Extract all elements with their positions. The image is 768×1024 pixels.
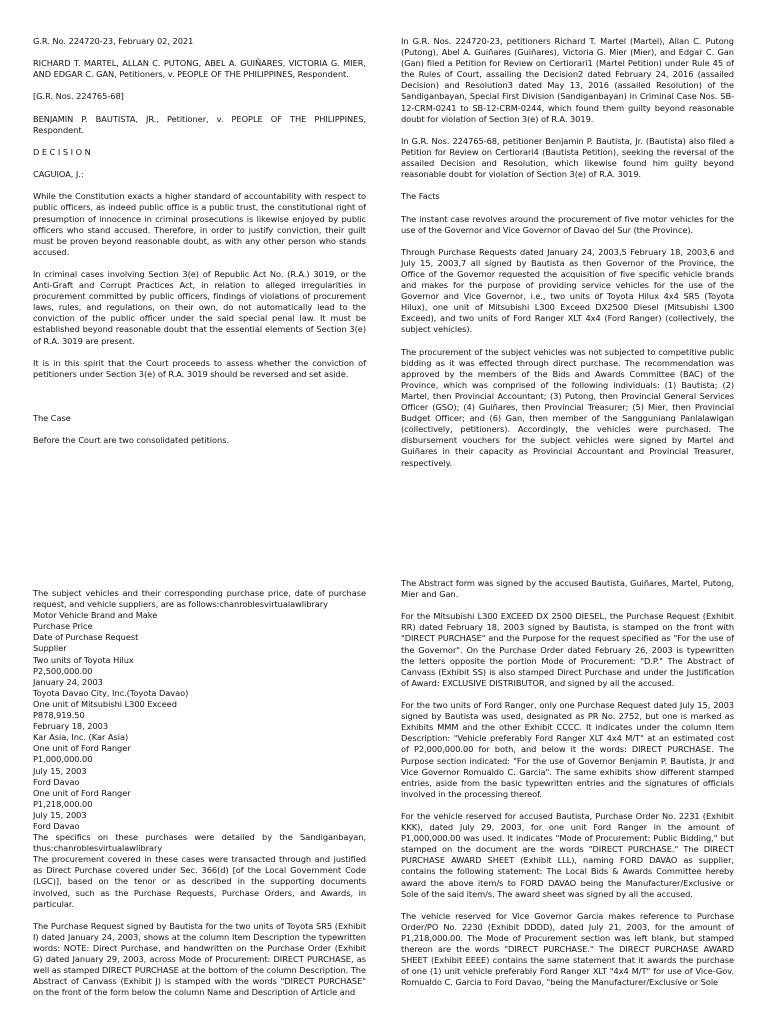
vehicle-table-line: Date of Purchase Request (33, 632, 139, 643)
spacer (33, 391, 366, 413)
vehicle-table-line: P1,000,000.00 (33, 754, 93, 765)
vehicle-table-line: One unit of Ford Ranger (33, 787, 131, 798)
paragraph: In criminal cases involving Section 3(e) of Republic Act No. (R.A.) 3019, or the Anti-Graft and Corrupt Practices Act, in relation to alleged irregularities in procurement committed by public officers, findings of violations of procurement laws, rules, and regulations, on their own, do not automatically lead to the conviction of the public officer under the said special penal law. It must be established beyond reasonable doubt that the essential elements of Section 3(e) of R.A. 3019 are present. (33, 268, 369, 346)
page-top-left-column (33, 36, 369, 457)
paragraph: The procurement of the subject vehicles was not subjected to competitive public bidding as it was effected through direct purchase. The recommendation was approved by the members of the Bids and Awards Committee (BAC) of the Province, which was comprised of the following individuals: (1) Bautista; (2) Martel, then Provincial Accountant; (3) Putong, then Provincial General Services Officer (GSO); (4) Guiñares, then Provincial Treasurer; (5) Mier, then Provincial Budget Officer; and (6) Gan, then member of the Sangguniang Panlalawigan (collectively, petitioners). Accordingly, the vehicles were purchased. The disbursement vouchers for the subject vehicles were signed by Martel and Guiñares in their capacity as Provincial Accountant and Provincial Treasurer, respectively. (401, 346, 737, 468)
paragraph: The instant case revolves around the procurement of five motor vehicles for the use of the Governor and Vice Governor of Davao del Sur (the Province). (401, 213, 737, 235)
vehicle-table-line: January 24, 2003 (33, 676, 103, 687)
paragraph: While the Constitution exacts a higher standard of accountability with respect to public officers, as indeed public office is a public trust, the constitutional right of presumption of innocence in criminal prosecutions is likewise enjoyed by public officers who stand accused. Therefore, in order to justify conviction, their guilt must be proven beyond reasonable doubt, as with any other person who stands accused. (33, 191, 369, 257)
vehicle-table-line: Toyota Davao City, Inc.(Toyota Davao) (33, 687, 189, 698)
vehicle-table-line: P1,218,000.00 (33, 798, 93, 809)
page-bottom-left-column (33, 588, 369, 1010)
section-heading-case: The Case (33, 413, 71, 423)
case-number-line: G.R. No. 224720-23, February 02, 2021 (33, 36, 194, 46)
vehicle-table-line: July 15, 2003 (33, 809, 87, 820)
vehicle-table-line: Motor Vehicle Brand and Make (33, 610, 158, 621)
vehicle-table-line: Purchase Price (33, 621, 93, 632)
paragraph: For the Mitsubishi L300 EXCEED DX 2500 DIESEL, the Purchase Request (Exhibit RR) dated February 18, 2003 signed by Bautista, is stamped on the front with "DIRECT PURCHASE" and the Purpose for the request specified as "For the use of the Governor". On the Purchase Order dated February 26, 2003 is typewritten the letters opposite the portion Mode of Procurement: "D.P." The Abstract of Canvass (Exhibit SS) is also stamped Direct Purchase and under the Justification of Award: EXCLUSIVE DISTRIBUTOR, and signed by all the accused. (401, 611, 737, 688)
vehicle-table-line: P878,919.50 (33, 710, 85, 721)
vehicle-table-line: Two units of Toyota Hilux (33, 654, 134, 665)
document-page-bottom (0, 512, 768, 1024)
paragraph: The Abstract form was signed by the accused Bautista, Guiñares, Martel, Putong, Mier and Gan. (401, 578, 737, 600)
specifics-line: The specifics on these purchases were detailed by the Sandiganbayan, thus:chanroblesvirtualawlibrary (33, 832, 369, 854)
paragraph: Through Purchase Requests dated January 24, 2003,5 February 18, 2003,6 and July 15, 2003,7 all signed by Bautista as then Governor of the Province, the Office of the Governor requested the acquisition of five specific vehicle brands and makes for the purpose of providing service vehicles for the use of the Governor and Vice Governor, i.e., two units of Toyota Hilux 4x4 SR5 (Toyota Hilux), one unit of Mitsubishi L300 Exceed DX2500 Diesel (Mitsubishi L300 Exceed), and two units of Ford Ranger XLT 4x4 (Ford Ranger) (collectively, the subject vehicles). (401, 246, 737, 335)
paragraph: It is in this spirit that the Court proceeds to assess whether the conviction of petitioners under Section 3(e) of R.A. 3019 should be reversed and set aside. (33, 357, 369, 379)
ponente-line: CAGUIOA, J.: (33, 169, 84, 180)
paragraph: Before the Court are two consolidated petitions. (33, 435, 230, 446)
vehicle-table-line: One unit of Ford Ranger (33, 743, 131, 754)
vehicle-table-line: Kar Asia, Inc. (Kar Asia) (33, 732, 129, 743)
vehicle-table-line: One unit of Mitsubishi L300 Exceed (33, 698, 177, 709)
vehicle-table-line: July 15, 2003 (33, 765, 87, 776)
case-number-2: [G.R. Nos. 224765-68] (33, 91, 124, 102)
vehicle-table-line: February 18, 2003 (33, 721, 109, 732)
vehicle-table (33, 610, 366, 832)
case-parties-2: BENJAMIN P. BAUTISTA, JR., Petitioner, v. PEOPLE OF THE PHILIPPINES, Respondent. (33, 113, 369, 135)
paragraph: In G.R. Nos. 224720-23, petitioners Richard T. Martel (Martel), Allan C. Putong (Putong), Abel A. Guiñares (Guiñares), Victoria G. Mier (Mier), and Edgar C. Gan (Gan) filed a Petition for Review on Certiorari1 (Martel Petition) under Rule 45 of the Rules of Court, assailing the Decision2 dated February 24, 2016 (assailed Decision) and Resolution3 dated May 13, 2016 (assailed Resolution) of the Sandiganbayan, Special First Division (Sandiganbayan) in Criminal Case Nos. SB-12-CRM-0241 to SB-12-CRM-0244, which found them guilty beyond reasonable doubt for violation of Section 3(e) of R.A. 3019. (401, 36, 737, 124)
vehicle-table-line: Ford Davao (33, 776, 80, 787)
paragraph: For the two units of Ford Ranger, only one Purchase Request dated July 15, 2003 signed by Bautista was used, designated as PR No. 2752, but one is marked as Exhibits MMM and the other Exhibit CCCC. It indicates under the column Item Description: "Vehicle preferably Ford Ranger XLT 4x4 M/T" at an estimated cost of P2,000,000.00 for both, and below it the words: DIRECT PURCHASE. The Purpose section indicated: "For the use of Governor Benjamin P. Bautista, Jr and Vice Governor Romualdo C. Garcia". The same exhibits show different stamped entries, aside from the basic typewritten entries and the signatures of officials involved in the processing thereof. (401, 700, 737, 799)
vehicle-table-line: Supplier (33, 643, 67, 654)
section-heading-facts: The Facts (401, 191, 440, 202)
paragraph: For the vehicle reserved for accused Bautista, Purchase Order No. 2231 (Exhibit KKK), dated July 29, 2003, for one unit Ford Ranger in the amount of P1,000,000.00 was used. It indicates "Mode of Procurement: Public Bidding," but stamped on the document are the words "DIRECT PURCHASE." The DIRECT PURCHASE AWARD SHEET (Exhibit LLL), naming FORD DAVAO as supplier, contains the following statement: The Local Bids & Awards Committee hereby award the above item/s to FORD DAVAO being the Manufacturer/Exclusive or Sole of the said item/s. The award sheet was signed by all the accused. (401, 810, 737, 899)
vehicle-table-line: Ford Davao (33, 820, 80, 831)
vehicle-table-line: P2,500,000.00 (33, 665, 93, 676)
page-top-right-column (401, 36, 737, 480)
paragraph: The procurement covered in these cases were transacted through and justified as Direct Purchase covered under Sec. 366(d) [of the Local Government Code (LGC)], based on the tenor or as described in the supporting documents involved, such as the Purchase Requests, Purchase Orders, and Awards, in particular. (33, 854, 369, 909)
vehicles-intro: The subject vehicles and their corresponding purchase price, date of purchase request, and vehicle suppliers, are as follows:chanroblesvirtualawlibrary (33, 588, 369, 610)
page-bottom-right-column (401, 578, 737, 1000)
paragraph: The vehicle reserved for Vice Governor Garcia makes reference to Purchase Order/PO No. 2230 (Exhibit DDDD), dated July 21, 2003, for the amount of P1,218,000.00. The Mode of Procurement section was left blank, but stamped thereon are the words "DIRECT PURCHASE." The DIRECT PURCHASE AWARD SHEET (Exhibit EEEE) contains the same statement that it awards the purchase of one (1) unit vehicle preferably Ford Ranger XLT "4x4 M/T" for use of Vice-Gov. Romualdo C. Garcia to Ford Davao, "being the Manufacturer/Exclusive or Sole (401, 910, 737, 988)
paragraph: The Purchase Request signed by Bautista for the two units of Toyota SR5 (Exhibit I) dated January 24, 2003, shows at the column Item Description the typewritten words: NOTE: Direct Purchase, and handwritten on the Purchase Order (Exhibit G) dated January 29, 2003, across Mode of Procurement: DIRECT PURCHASE, as well as stamped DIRECT PURCHASE at the bottom of the column Description. The Abstract of Canvass (Exhibit J) is stamped with the words "DIRECT PURCHASE" on the front of the form below the column Name and Description of Article and (33, 920, 369, 998)
paragraph: In G.R. Nos. 224765-68, petitioner Benjamin P. Bautista, Jr. (Bautista) also filed a Petition for Review on Certiorari4 (Bautista Petition), seeking the reversal of the assailed Decision and Resolution, which likewise found him guilty beyond reasonable doubt for violation of Section 3(e) of R.A. 3019. (401, 135, 737, 180)
decision-heading: D E C I S I O N (33, 146, 91, 157)
case-parties-1: RICHARD T. MARTEL, ALLAN C. PUTONG, ABEL A. GUIÑARES, VICTORIA G. MIER, AND EDGAR C. GAN, Petitioners, v. PEOPLE OF THE PHILIPPINES, Respondent. (33, 58, 369, 80)
